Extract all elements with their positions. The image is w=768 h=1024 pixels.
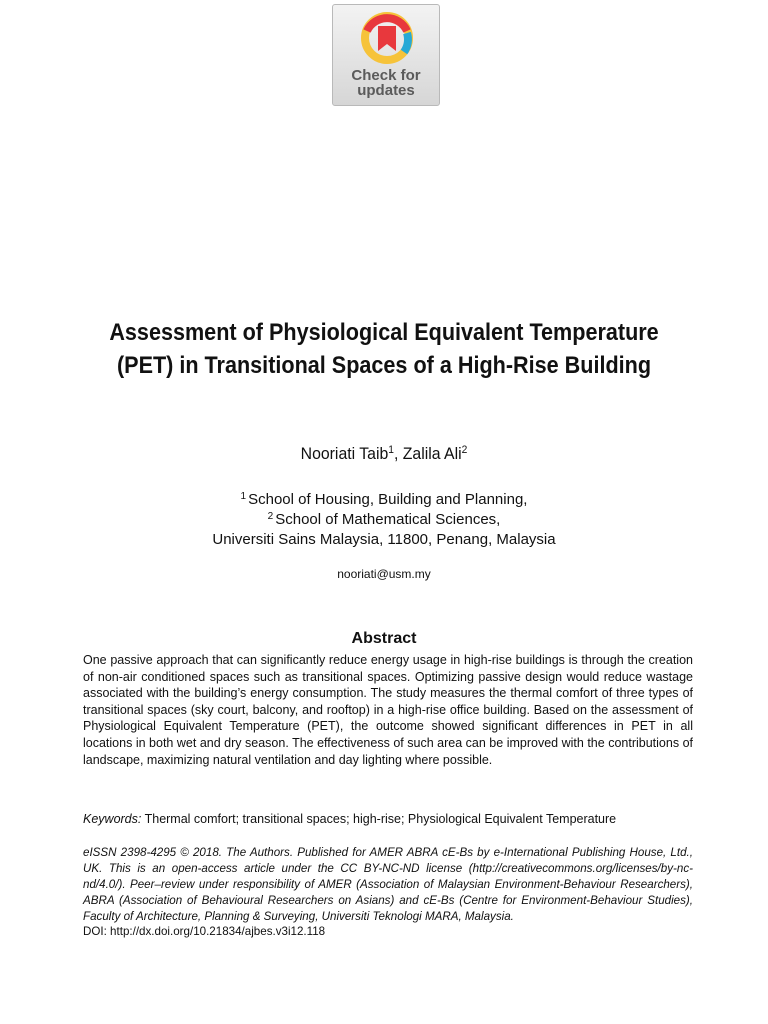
paper-title: Assessment of Physiological Equivalent Temperature (PET) in Transitional Spaces of a High-Rise Building — [109, 319, 659, 379]
badge-text — [333, 68, 439, 98]
affiliation-text: Universiti Sains Malaysia, 11800, Penang, Malaysia — [212, 531, 556, 548]
affiliations — [0, 490, 768, 550]
crossmark-bookmark-icon — [360, 11, 414, 65]
affiliation-line — [0, 490, 768, 510]
affiliation-line — [0, 510, 768, 530]
author-name: Nooriati Taib — [300, 444, 389, 463]
affiliation-marker: 2 — [267, 511, 274, 522]
badge-line-1: Check for — [351, 67, 421, 84]
keywords — [83, 811, 693, 828]
check-for-updates-badge[interactable] — [332, 4, 440, 106]
corresponding-email: nooriati@usm.my — [337, 567, 431, 581]
affiliation-line — [0, 530, 768, 550]
abstract-heading: Abstract — [351, 630, 417, 647]
author-separator: , — [393, 444, 403, 463]
affiliation-marker: 1 — [240, 491, 247, 502]
keywords-text: Thermal comfort; transitional spaces; high-rise; Physiological Equivalent Temperature — [141, 812, 617, 826]
affiliation-text: School of Housing, Building and Planning, — [248, 491, 528, 508]
badge-line-2: updates — [357, 82, 415, 99]
affiliation-text: School of Mathematical Sciences, — [275, 511, 501, 528]
author-affiliation-marker: 2 — [461, 444, 468, 456]
license-statement: eISSN 2398-4295 © 2018. The Authors. Published for AMER ABRA cE-Bs by e-International Publishing House, Ltd., UK. This is an open-access article under the CC BY-NC-ND license (http://creativecommons.org/licenses/by-nc-nd/4.0/). Peer–review under responsibility of AMER (Association of Malaysian Environment-Behaviour Researchers), ABRA (Association of Behavioural Researchers on Asians) and cE-Bs (Centre for Environment-Behaviour Studies), Faculty of Architecture, Planning & Surveying, Universiti Teknologi MARA, Malaysia. — [83, 846, 693, 923]
keywords-label: Keywords: — [83, 812, 142, 826]
doi-link[interactable]: DOI: http://dx.doi.org/10.21834/ajbes.v3i12.118 — [83, 925, 326, 938]
author-affiliation-marker: 1 — [388, 444, 394, 456]
abstract-body: One passive approach that can significantly reduce energy usage in high-rise buildings is through the creation of non-air conditioned spaces such as transitional spaces. Optimizing passive design would reduce wastage associated with the building’s energy consumption. The study measures the thermal comfort of three types of transitional spaces (sky court, balcony, and rooftop) in a high-rise office building. Based on the assessment of Physiological Equivalent Temperature (PET), the outcome showed significant differences in PET in all locations in both wet and dry season. The effectiveness of such area can be improved with the contributions of landscape, maximizing natural ventilation and day lighting where possible. — [83, 653, 693, 767]
author-list — [27, 443, 741, 465]
author-name: Zalila Ali — [402, 444, 462, 463]
